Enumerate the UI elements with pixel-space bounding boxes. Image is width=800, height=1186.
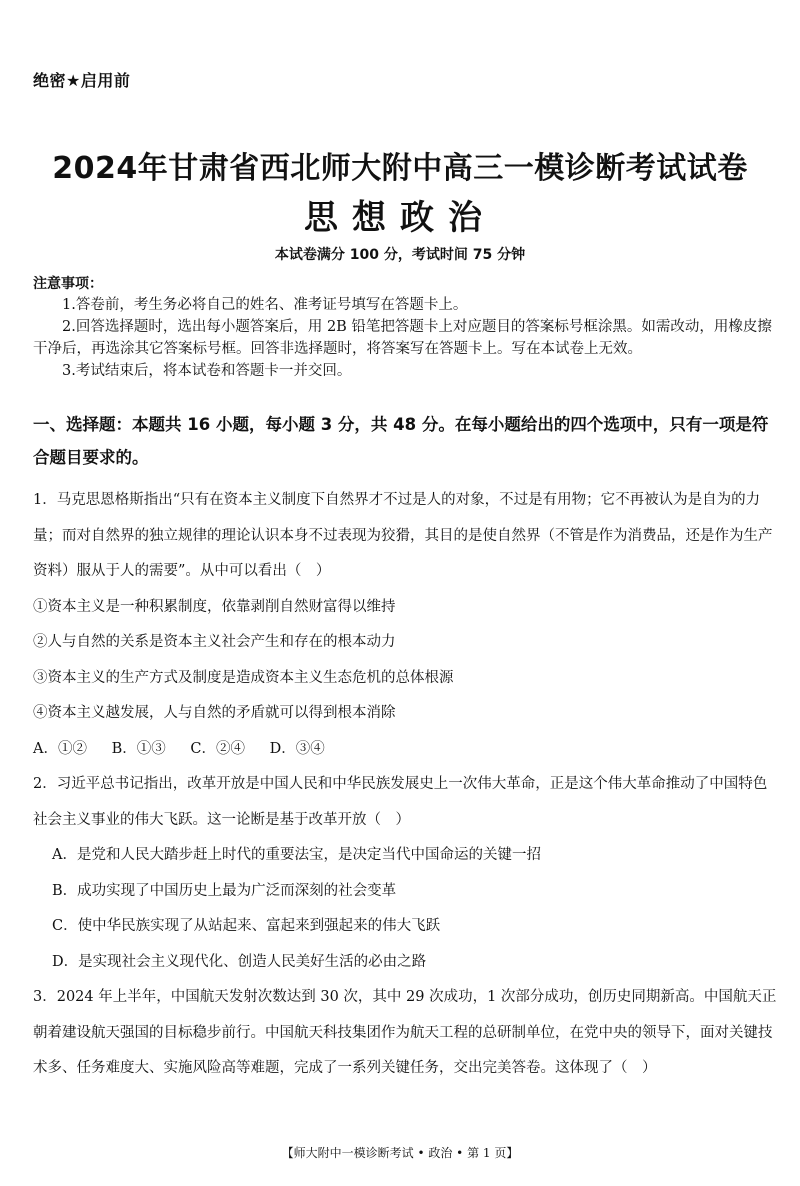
question-stem: 1．马克思恩格斯指出“只有在资本主义制度下自然界才不过是人的对象，不过是有用物；它不再被认为是自为的力量；而对自然界的独立规律的理论认识本身不过表现为狡猾，其目的是使自然界（不管是作为消费品，还是作为生产资料）服从于人的需要”。从中可以看出（ ） [33,492,773,579]
page-footer: 【师大附中一模诊断考试 • 政治 • 第 1 页】 [281,1146,519,1160]
notice-list [33,294,773,382]
question-3 [33,980,778,1087]
choice-d: D．③④ [269,740,325,757]
question-1 [33,483,778,767]
notice-item: 3.考试结束后，将本试卷和答题卡一并交回。 [62,363,352,379]
question-2 [33,767,778,980]
exam-title: 2024年甘肃省西北师大附中高三一模诊断考试试卷 [52,151,748,186]
notice-item: 1.答卷前，考生务必将自己的姓名、准考证号填写在答题卡上。 [62,297,468,313]
option-d: D．是实现社会主义现代化、创造人民美好生活的必由之路 [52,953,427,970]
subject-title: 思想政治 [304,198,496,238]
statement: ②人与自然的关系是资本主义社会产生和存在的根本动力 [33,634,396,650]
choice-a: A．①② [33,740,87,757]
question-stem: 2．习近平总书记指出，改革开放是中国人民和中华民族发展史上一次伟大革命，正是这个伟大革命推动了中国特色社会主义事业的伟大飞跃。这一论断是基于改革开放（ ） [33,776,768,828]
statement: ④资本主义越发展，人与自然的矛盾就可以得到根本消除 [33,705,396,721]
notice-item: 2.回答选择题时，选出每小题答案后，用 2B 铅笔把答题卡上对应题目的答案标号框涂黑。如需改动，用橡皮擦干净后，再选涂其它答案标号框。回答非选择题时，将答案写在答题卡上。写在本试卷上无效。 [33,319,772,357]
answer-choices [33,732,778,768]
question-stem: 3．2024 年上半年，中国航天发射次数达到 30 次，其中 29 次成功，1 次部分成功，创历史同期新高。中国航天正朝着建设航天强国的目标稳步前行。中国航天科技集团作为航天工程的总研制单位，在党中央的领导下，面对关键技术多、任务难度大、实施风险高等难题，完成了一系列关键任务，交出完美答卷。这体现了（ ） [33,989,777,1076]
option-a: A．是党和人民大踏步赶上时代的重要法宝，是决定当代中国命运的关键一招 [52,847,541,863]
exam-info: 本试卷满分 100 分，考试时间 75 分钟 [274,247,526,263]
secret-mark: 绝密★启用前 [33,71,131,90]
choice-b: B．①③ [111,740,166,757]
statement: ③资本主义的生产方式及制度是造成资本主义生态危机的总体根源 [33,669,454,686]
statement: ①资本主义是一种积累制度，依靠剥削自然财富得以维持 [33,598,396,615]
choice-c: C．②④ [190,740,245,757]
notice-title: 注意事项： [33,276,103,292]
option-c: C．使中华民族实现了从站起来、富起来到强起来的伟大飞跃 [52,918,441,934]
option-b: B．成功实现了中国历史上最为广泛而深刻的社会变革 [52,882,397,899]
section-heading: 一、选择题：本题共 16 小题，每小题 3 分，共 48 分。在每小题给出的四个选项中，只有一项是符合题目要求的。 [33,415,769,467]
